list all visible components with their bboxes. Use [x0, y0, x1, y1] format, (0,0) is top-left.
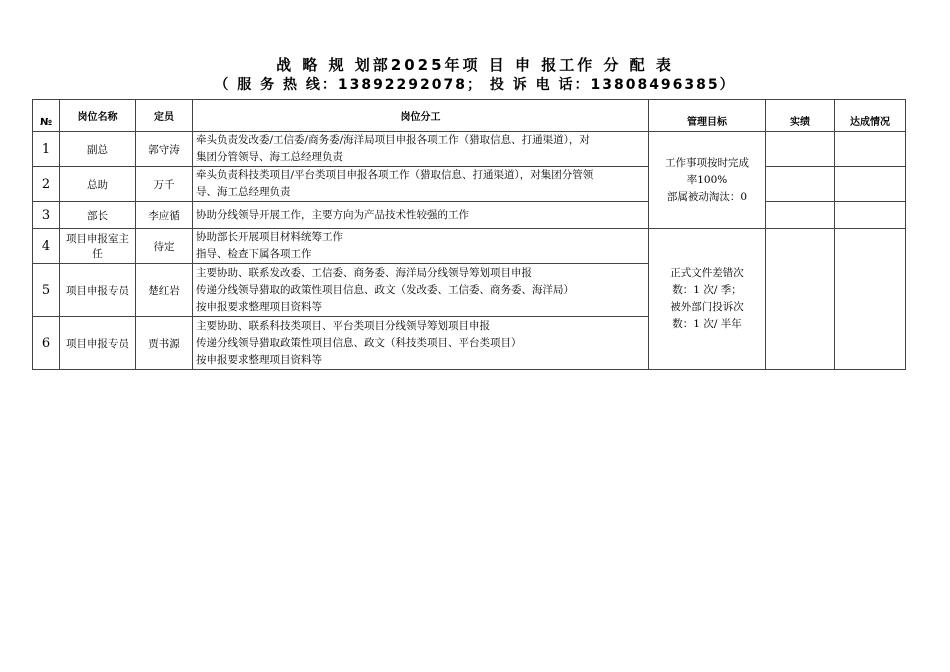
- duty-line: 传递分线领导猎取的政策性项目信息、政文（发改委、工信委、商务委、海洋局）: [196, 283, 574, 296]
- row-staff: 楚红岩: [136, 264, 193, 317]
- row-staff: 李应循: [136, 202, 193, 229]
- table-header-row: [33, 100, 906, 132]
- status-cell: [835, 202, 906, 229]
- duty-line: 导、海工总经理负责: [196, 186, 291, 198]
- row-position: 部长: [60, 202, 136, 229]
- table-row: [33, 132, 906, 167]
- duty-line: 传递分线领导猎取政策性项目信息、政文（科技类项目、平台类项目）: [196, 336, 522, 349]
- header-no: №: [33, 100, 60, 132]
- status-cell: [835, 229, 906, 370]
- management-target-group-1: [649, 132, 766, 229]
- row-staff: 郭守涛: [136, 132, 193, 167]
- duty-line: 主要协助、联系科技类项目、平台类项目分线领导筹划项目申报: [196, 319, 490, 332]
- row-staff: 待定: [136, 229, 193, 264]
- status-cell: [835, 167, 906, 202]
- header-position: 岗位名称: [60, 100, 136, 132]
- row-duty: [193, 229, 649, 264]
- management-target-group-2: [649, 229, 766, 370]
- page-title: 战 略 规 划部2025年项 目 申 报工作 分 配 表: [276, 56, 674, 74]
- result-cell: [766, 229, 835, 370]
- target-line: 被外部门投诉次: [670, 301, 744, 313]
- assignment-table: [32, 99, 906, 370]
- duty-line: 牵头负责科技类项目/平台类项目申报各项工作（猎取信息、打通渠道），对集团分管领: [196, 169, 594, 181]
- target-line: 工作事项按时完成: [665, 156, 749, 169]
- header-result: 实绩: [766, 100, 835, 132]
- duty-line: 牵头负责发改委/工信委/商务委/海洋局项目申报各项工作（猎取信息、打通渠道），对: [196, 134, 590, 146]
- header-target: 管理目标: [649, 100, 766, 132]
- duty-line: 指导、检查下属各项工作: [196, 248, 312, 260]
- header-status: 达成情况: [835, 100, 906, 132]
- row-position: 总助: [60, 167, 136, 202]
- row-position: 项目申报室主任: [60, 229, 136, 264]
- row-no: 4: [33, 229, 60, 264]
- row-no: 2: [33, 167, 60, 202]
- target-line: 数：1 次/ 季；: [672, 284, 742, 296]
- page-subtitle-hotline: （ 服 务 热 线：13892292078； 投 诉 电 话：13808496385）: [214, 77, 736, 93]
- duty-line: 按申报要求整理项目资料等: [196, 300, 322, 313]
- duty-line: 按申报要求整理项目资料等: [196, 353, 322, 366]
- table-row: [33, 202, 906, 229]
- result-cell: [766, 202, 835, 229]
- target-line: 率100%: [686, 173, 728, 186]
- row-no: 6: [33, 317, 60, 370]
- row-duty: [193, 167, 649, 202]
- row-no: 1: [33, 132, 60, 167]
- duty-line: 集团分管领导、海工总经理负责: [196, 151, 343, 163]
- row-no: 3: [33, 202, 60, 229]
- duty-line: 协助分线领导开展工作，主要方向为产品技术性较强的工作: [196, 208, 469, 221]
- table-row: [33, 229, 906, 264]
- row-position: 副总: [60, 132, 136, 167]
- table-row: [33, 167, 906, 202]
- target-line: 正式文件差错次: [670, 267, 744, 279]
- row-duty: [193, 132, 649, 167]
- header-duty: 岗位分工: [193, 100, 649, 132]
- row-staff: 万千: [136, 167, 193, 202]
- result-cell: [766, 132, 835, 167]
- row-staff: 贾书源: [136, 317, 193, 370]
- header-staff: 定员: [136, 100, 193, 132]
- row-duty: [193, 202, 649, 229]
- target-line: 部属被动淘汰：0: [666, 190, 748, 203]
- row-no: 5: [33, 264, 60, 317]
- row-duty: [193, 264, 649, 317]
- row-position: 项目申报专员: [60, 317, 136, 370]
- result-cell: [766, 167, 835, 202]
- target-line: 数：1 次/ 半年: [672, 318, 742, 330]
- duty-line: 主要协助、联系发改委、工信委、商务委、海洋局分线领导筹划项目申报: [196, 266, 532, 279]
- row-position: 项目申报专员: [60, 264, 136, 317]
- status-cell: [835, 132, 906, 167]
- duty-line: 协助部长开展项目材料统筹工作: [196, 231, 343, 243]
- row-duty: [193, 317, 649, 370]
